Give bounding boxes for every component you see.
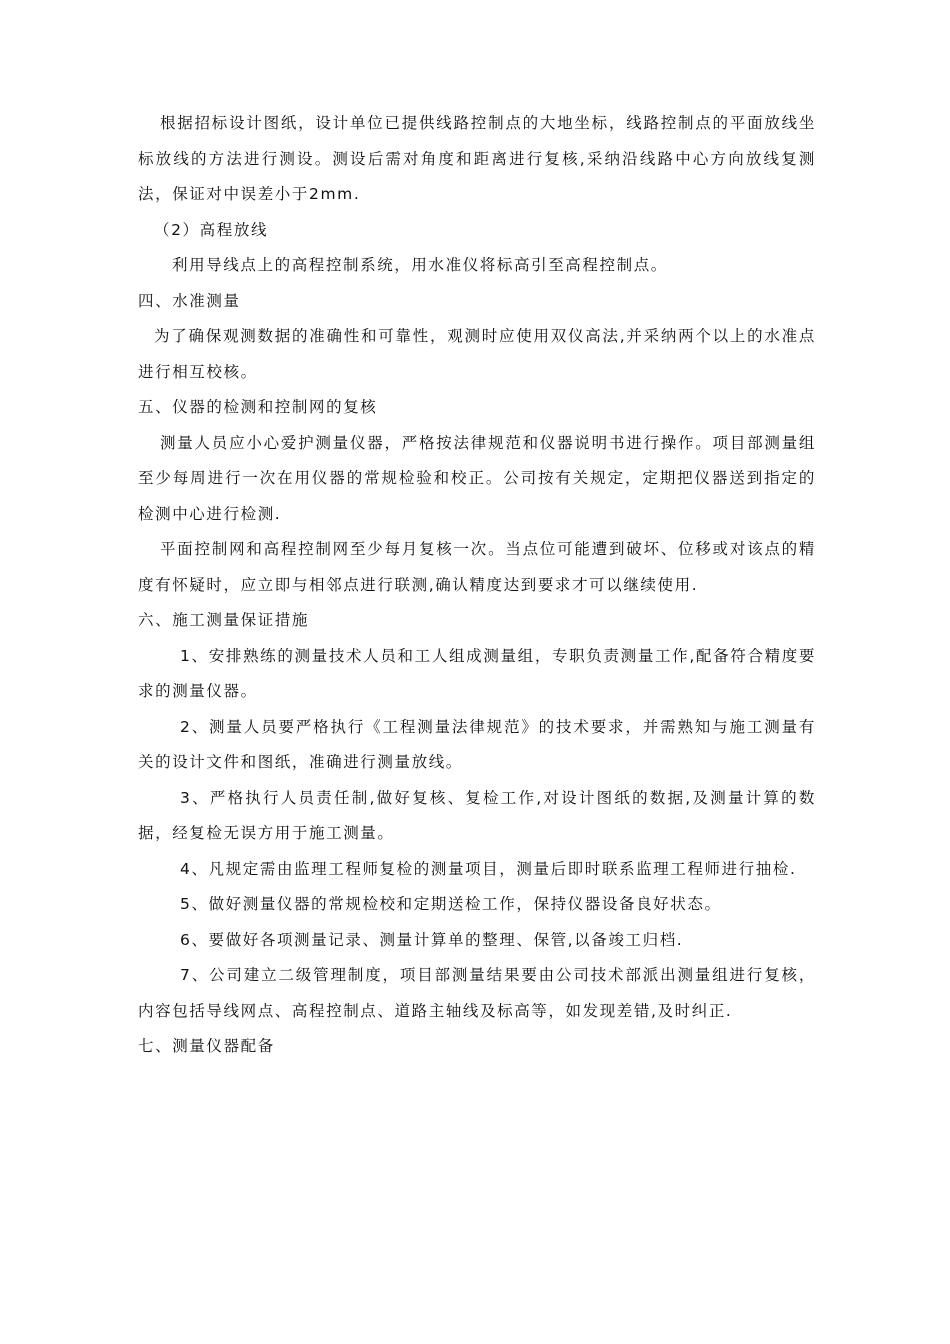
list-item-measure-2: 2、测量人员要严格执行《工程测量法律规范》的技术要求，并需熟知与施工测量有关的设计文件和图纸，准确进行测量放线。 xyxy=(138,717,816,771)
section-heading-instrument-check: 五、仪器的检测和控制网的复核 xyxy=(138,398,378,416)
paragraph-control-network-review: 平面控制网和高程控制网至少每月复核一次。当点位可能遭到破坏、位移或对该点的精度有怀疑时，应立即与相邻点进行联测,确认精度达到要求才可以继续使用. xyxy=(138,540,816,594)
section-heading-leveling-survey: 四、水准测量 xyxy=(138,291,241,310)
list-item-measure-7: 7、公司建立二级管理制度，项目部测量结果要由公司技术部派出测量组进行复核，内容包括导线网点、高程控制点、道路主轴线及标高等，如发现差错,及时纠正. xyxy=(138,966,816,1020)
paragraph-planar-layout-coordinates: 根据招标设计图纸，设计单位已提供线路控制点的大地坐标，线路控制点的平面放线坐标放线的方法进行测设。测设后需对角度和距离进行复核,采纳沿线路中心方向放线复测法，保证对中误差小于2mm. xyxy=(138,114,816,203)
document-body xyxy=(138,106,816,1065)
list-item-measure-6: 6、要做好各项测量记录、测量计算单的整理、保管,以备竣工归档. xyxy=(180,930,684,949)
list-item-measure-4: 4、凡规定需由监理工程师复检的测量项目，测量后即时联系监理工程师进行抽检. xyxy=(180,859,797,878)
list-item-measure-3: 3、严格执行人员责任制,做好复核、复检工作,对设计图纸的数据,及测量计算的数据，经复检无误方用于施工测量。 xyxy=(138,788,816,842)
list-item-measure-1: 1、安排熟练的测量技术人员和工人组成测量组，专职负责测量工作,配备符合精度要求的测量仪器。 xyxy=(138,646,816,700)
paragraph-elevation-layout: 利用导线点上的高程控制系统，用水准仪将标高引至高程控制点。 xyxy=(172,256,668,274)
section-heading-survey-guarantee: 六、施工测量保证措施 xyxy=(138,611,310,629)
section-heading-instrument-equipment: 七、测量仪器配备 xyxy=(138,1037,275,1055)
paragraph-instrument-care: 测量人员应小心爱护测量仪器，严格按法律规范和仪器说明书进行操作。项目部测量组至少每周进行一次在用仪器的常规检验和校正。公司按有关规定，定期把仪器送到指定的检测中心进行检测. xyxy=(138,433,816,523)
list-item-measure-5: 5、做好测量仪器的常规检校和定期送检工作，保持仪器设备良好状态。 xyxy=(180,895,722,913)
subheading-elevation-layout: （2）高程放线 xyxy=(154,220,269,239)
paragraph-leveling-survey: 为了确保观测数据的准确性和可靠性，观测时应使用双仪高法,并采纳两个以上的水准点进行相互校核。 xyxy=(138,327,816,381)
